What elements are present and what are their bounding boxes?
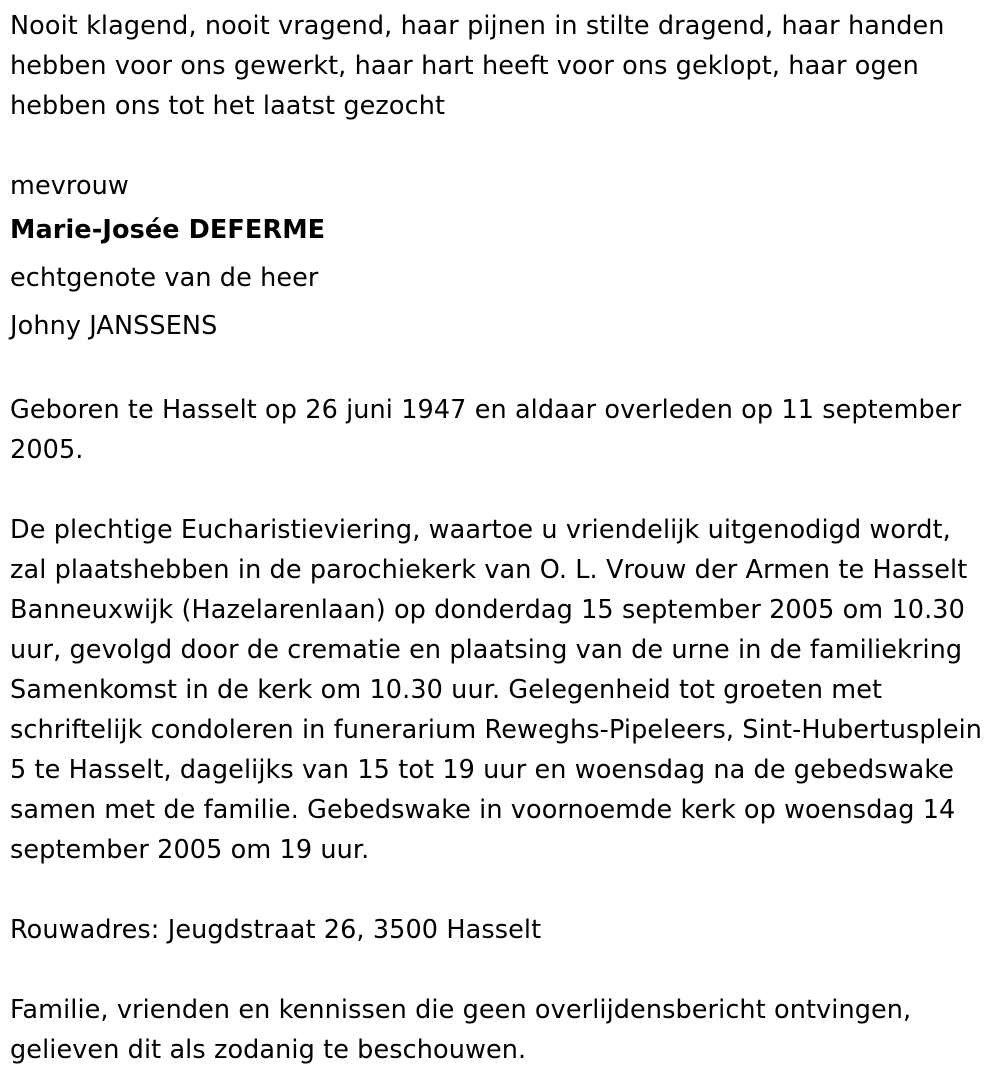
- spacer: [10, 870, 990, 910]
- honorific-title: mevrouw: [10, 171, 129, 201]
- closing-text: Familie, vrienden en kennissen die geen overlijdensbericht ontvingen, gelieven dit als zodanig te beschouwen.: [10, 995, 912, 1065]
- spacer: [10, 350, 990, 390]
- spacer: [10, 470, 990, 510]
- ceremony-text: De plechtige Eucharistieviering, waartoe u vriendelijk uitgenodigd wordt, zal plaatshebben in de parochiekerk van O. L. Vrouw der Armen te Hasselt Banneuxwijk (Hazelarenlaan) op donderdag 15 september 2005 om 10.30 uur, gevolgd door de crematie en plaatsing van de urne in de familiekring Samenkomst in de kerk om 10.30 uur. Gelegenheid tot groeten met schriftelijk condoleren in funerarium Reweghs-Pipeleers, Sint-Hubertusplein 5 te Hasselt, dagelijks van 15 tot 19 uur en woensdag na de gebedswake samen met de familie. Gebedswake in voornoemde kerk op woensdag 14 september 2005 om 19 uur.: [10, 515, 983, 865]
- birth-death-text: Geboren te Hasselt op 26 juni 1947 en aldaar overleden op 11 september 2005.: [10, 395, 962, 465]
- motto-text: Nooit klagend, nooit vragend, haar pijnen in stilte dragend, haar handen hebben voor ons gewerkt, haar hart heeft voor ons geklopt, haar ogen hebben ons tot het laatst gezocht: [10, 11, 945, 121]
- mourning-address: Rouwadres: Jeugdstraat 26, 3500 Hasselt: [10, 915, 542, 945]
- spouse-name: Johny JANSSENS: [10, 311, 218, 341]
- spacer: [10, 950, 990, 990]
- spacer: [10, 126, 990, 166]
- spouse-label: echtgenote van de heer: [10, 263, 319, 293]
- deceased-name: Marie-Josée DEFERME: [10, 215, 326, 245]
